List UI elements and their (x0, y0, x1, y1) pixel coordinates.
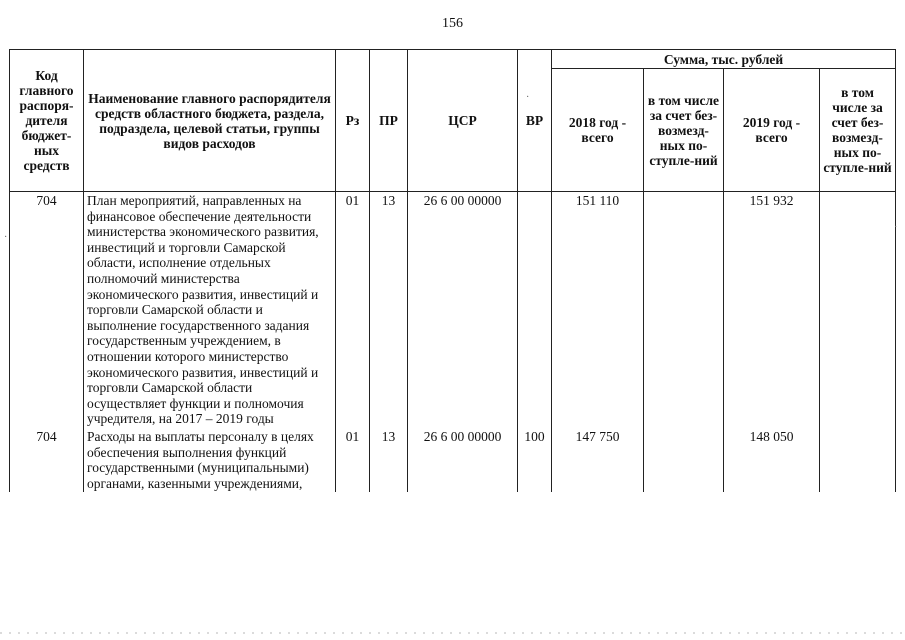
table-row (10, 192, 896, 428)
cell-vr: 100 (518, 428, 552, 492)
cell-pr: 13 (370, 428, 408, 492)
header-2019-total: 2019 год - всего (724, 69, 820, 192)
cell-pr: 13 (370, 192, 408, 428)
cell-name: План мероприятий, направленных на финансовое обеспечение деятельности министерства экономического развития, инвестиций и торговли Самарской области, исполнение отдельных полномочий министерства экономического развития, инвестиций и торговли Самарской области и выполнение государственного задания государственным учреждением, в отношении которого министерство экономического развития, инвестиций и торговли Самарской области осуществляет функции и полномочия учредителя, на 2017 – 2019 годы (84, 192, 336, 428)
scan-speck: · (4, 232, 8, 243)
header-2018-total: 2018 год - всего (552, 69, 644, 192)
cell-csr: 26 6 00 00000 (408, 192, 518, 428)
cell-rz: 01 (336, 192, 370, 428)
table-row (10, 428, 896, 492)
scan-speck: · (894, 222, 898, 233)
cell-2018-grants (644, 428, 724, 492)
cell-2018-total: 147 750 (552, 428, 644, 492)
header-name: Наименование главного распорядителя средств областного бюджета, раздела, подраздела, целевой статьи, группы видов расходов (84, 50, 336, 192)
cell-name: Расходы на выплаты персоналу в целях обеспечения выполнения функций государственными (муниципальными) органами, казенными учреждениями, (84, 428, 336, 492)
cell-2019-total: 151 932 (724, 192, 820, 428)
header-sum-group: Сумма, тыс. рублей (552, 50, 896, 69)
cell-2018-total: 151 110 (552, 192, 644, 428)
cell-vr (518, 192, 552, 428)
cell-code: 704 (10, 192, 84, 428)
header-csr: ЦСР (408, 50, 518, 192)
cell-rz: 01 (336, 428, 370, 492)
header-2019-grants: в том числе за счет без-возмезд-ных по-ступле-ний (820, 69, 896, 192)
cell-2019-total: 148 050 (724, 428, 820, 492)
header-code: Код главного распоря-дителя бюджет-ных средств (10, 50, 84, 192)
table-header (10, 50, 896, 192)
header-pr: ПР (370, 50, 408, 192)
page-number: 156 (442, 16, 463, 31)
cell-code: 704 (10, 428, 84, 492)
scan-artifact-line (0, 632, 905, 634)
header-2018-grants: в том числе за счет без-возмезд-ных по-ступле-ний (644, 69, 724, 192)
cell-2019-grants (820, 428, 896, 492)
cell-2019-grants (820, 192, 896, 428)
budget-table (9, 49, 896, 492)
scan-speck: · (526, 92, 530, 103)
header-vr: ВР (518, 50, 552, 192)
cell-csr: 26 6 00 00000 (408, 428, 518, 492)
table-body (10, 192, 896, 493)
header-rz: Рз (336, 50, 370, 192)
cell-2018-grants (644, 192, 724, 428)
